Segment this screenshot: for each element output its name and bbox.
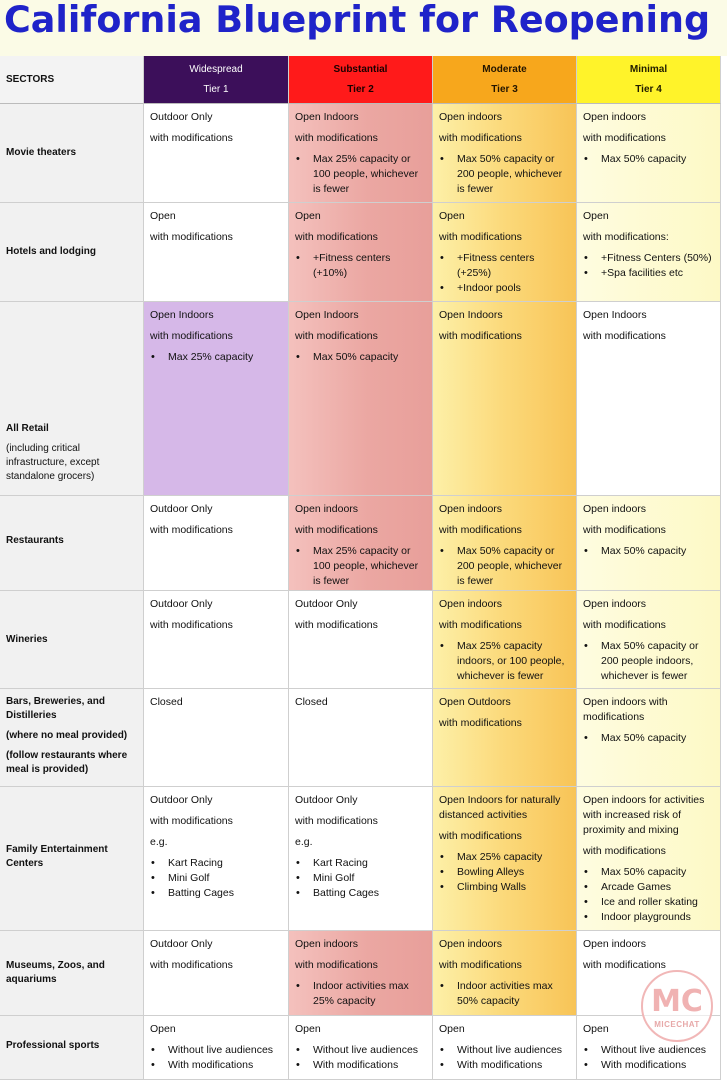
cell-line: Open Indoors bbox=[295, 111, 359, 123]
cell-line: Closed bbox=[295, 696, 328, 708]
cell-line: Outdoor Only bbox=[150, 503, 213, 515]
bullet-item: • Max 25% capacity or 100 people, whichever is fewer bbox=[313, 152, 426, 197]
cell-line: Open indoors bbox=[295, 503, 359, 515]
tier-1-cell bbox=[144, 496, 289, 591]
cell-text bbox=[150, 502, 282, 544]
bullet-list bbox=[150, 856, 282, 901]
table-row bbox=[0, 496, 724, 591]
sector-cell bbox=[0, 104, 144, 203]
cell-line: Open bbox=[150, 1023, 176, 1035]
title-banner bbox=[0, 0, 727, 56]
cell-line: Outdoor Only bbox=[150, 794, 213, 806]
header-tier-2 bbox=[289, 56, 433, 104]
tier-3-cell bbox=[433, 591, 577, 689]
cell-line: Outdoor Only bbox=[150, 111, 213, 123]
bullet-item: • With modifications bbox=[313, 1058, 426, 1073]
header-tier-4 bbox=[577, 56, 721, 104]
sectors-label: SECTORS bbox=[6, 74, 55, 85]
cell-text bbox=[439, 308, 570, 350]
tier-3-cell bbox=[433, 931, 577, 1016]
tier-2-cell bbox=[289, 1016, 433, 1080]
cell-text bbox=[150, 110, 282, 152]
page-title: California Blueprint for Reopening bbox=[4, 0, 711, 41]
cell-text bbox=[583, 110, 714, 167]
tier-1-cell bbox=[144, 689, 289, 787]
sector-label bbox=[6, 534, 136, 548]
cell-line: with modifications bbox=[150, 132, 233, 144]
tier-name: Moderate bbox=[482, 64, 527, 75]
cell-text bbox=[295, 502, 426, 589]
bullet-list bbox=[583, 639, 714, 684]
tier-4-cell bbox=[577, 591, 721, 689]
tier-4-cell bbox=[577, 496, 721, 591]
cell-line: Open indoors bbox=[583, 503, 647, 515]
bullet-list bbox=[295, 251, 426, 281]
tier-name: Minimal bbox=[629, 64, 668, 75]
bullet-item: • +Fitness centers (+25%) bbox=[457, 251, 570, 281]
bullet-item: • Kart Racing bbox=[313, 856, 426, 871]
bullet-item: • Batting Cages bbox=[168, 886, 282, 901]
bullet-item: • Max 25% capacity bbox=[457, 850, 570, 865]
table-row bbox=[0, 104, 724, 203]
bullet-item: • Max 50% capacity or 200 people, whichever is fewer bbox=[457, 544, 570, 589]
cell-line: Outdoor Only bbox=[150, 598, 213, 610]
cell-line: with modifications bbox=[295, 231, 378, 243]
cell-line: with modifications bbox=[150, 959, 233, 971]
bullet-list bbox=[583, 1043, 714, 1073]
cell-line: Open bbox=[439, 210, 465, 222]
tier-2-cell bbox=[289, 203, 433, 302]
cell-text bbox=[439, 502, 570, 589]
cell-line: with modifications bbox=[583, 845, 666, 857]
bullet-item: • Indoor activities max 25% capacity bbox=[313, 979, 426, 1009]
sector-label bbox=[6, 422, 136, 484]
sector-note: (where no meal provided) bbox=[6, 730, 128, 741]
cell-line: Open indoors bbox=[583, 111, 647, 123]
tier-1-cell bbox=[144, 787, 289, 931]
bullet-list bbox=[583, 544, 714, 559]
cell-text bbox=[150, 597, 282, 639]
cell-text bbox=[439, 695, 570, 737]
tier-3-cell bbox=[433, 1016, 577, 1080]
tier-number: Tier 2 bbox=[347, 84, 374, 95]
tier-4-cell bbox=[577, 203, 721, 302]
sector-cell bbox=[0, 787, 144, 931]
cell-line: with modifications bbox=[295, 524, 378, 536]
cell-line: with modifications bbox=[439, 524, 522, 536]
sector-cell bbox=[0, 496, 144, 591]
cell-text bbox=[295, 1022, 426, 1073]
sector-label bbox=[6, 843, 136, 871]
bullet-list bbox=[295, 979, 426, 1009]
cell-line: with modifications bbox=[583, 330, 666, 342]
cell-text bbox=[295, 209, 426, 281]
cell-line: Open Indoors bbox=[583, 309, 647, 321]
cell-text bbox=[439, 937, 570, 1009]
bullet-item: • Ice and roller skating bbox=[601, 895, 714, 910]
table-row bbox=[0, 689, 724, 787]
tier-name: Substantial bbox=[333, 64, 388, 75]
tier-1-cell bbox=[144, 302, 289, 496]
tier-2-cell bbox=[289, 591, 433, 689]
tier-2-cell bbox=[289, 104, 433, 203]
cell-line: with modifications bbox=[439, 132, 522, 144]
header-tier-1 bbox=[144, 56, 289, 104]
bullet-list bbox=[439, 850, 570, 895]
cell-text bbox=[583, 695, 714, 746]
bullet-item: • Indoor playgrounds bbox=[601, 910, 714, 925]
cell-line: e.g. bbox=[150, 836, 168, 848]
cell-line: Open indoors for activities with increased risk of proximity and mixing bbox=[583, 794, 705, 836]
sector-label bbox=[6, 146, 136, 160]
cell-text bbox=[583, 597, 714, 684]
sector-label bbox=[6, 1039, 136, 1053]
cell-text bbox=[150, 308, 282, 365]
cell-text bbox=[150, 209, 282, 251]
sector-label bbox=[6, 959, 136, 987]
tier-4-cell bbox=[577, 104, 721, 203]
cell-line: with modifications bbox=[150, 231, 233, 243]
bullet-list bbox=[439, 639, 570, 684]
cell-line: with modifications bbox=[439, 231, 522, 243]
cell-line: with modifications bbox=[295, 619, 378, 631]
sector-name: Restaurants bbox=[6, 535, 64, 546]
table-header bbox=[0, 56, 724, 104]
cell-line: with modifications bbox=[150, 815, 233, 827]
cell-line: Open indoors bbox=[439, 111, 503, 123]
cell-text bbox=[439, 1022, 570, 1073]
cell-text bbox=[295, 110, 426, 197]
cell-text bbox=[583, 937, 714, 979]
bullet-item: • Max 50% capacity bbox=[601, 544, 714, 559]
sector-note: (including critical infrastructure, except standalone grocers) bbox=[6, 443, 100, 482]
bullet-item: • Batting Cages bbox=[313, 886, 426, 901]
bullet-item: • Max 50% capacity or 200 people, whichever is fewer bbox=[457, 152, 570, 197]
cell-line: with modifications bbox=[583, 959, 666, 971]
tier-3-cell bbox=[433, 496, 577, 591]
tier-number: Tier 4 bbox=[635, 84, 662, 95]
tier-2-cell bbox=[289, 689, 433, 787]
cell-text bbox=[583, 308, 714, 350]
cell-line: with modifications bbox=[439, 717, 522, 729]
cell-line: Open Indoors bbox=[439, 309, 503, 321]
bullet-item: • Max 25% capacity bbox=[168, 350, 282, 365]
bullet-item: • Max 25% capacity indoors, or 100 people, whichever is fewer bbox=[457, 639, 570, 684]
bullet-item: • +Fitness Centers (50%) bbox=[601, 251, 714, 266]
cell-line: with modifications bbox=[583, 132, 666, 144]
cell-text bbox=[150, 937, 282, 979]
bullet-list bbox=[295, 856, 426, 901]
bullet-item: • Bowling Alleys bbox=[457, 865, 570, 880]
cell-line: with modifications bbox=[439, 830, 522, 842]
tier-4-cell bbox=[577, 302, 721, 496]
cell-line: Closed bbox=[150, 696, 183, 708]
cell-line: with modifications bbox=[150, 330, 233, 342]
sector-name: Wineries bbox=[6, 634, 48, 645]
cell-text bbox=[439, 209, 570, 296]
cell-line: Outdoor Only bbox=[295, 598, 358, 610]
cell-text bbox=[150, 1022, 282, 1073]
tier-1-cell bbox=[144, 591, 289, 689]
tier-4-cell bbox=[577, 689, 721, 787]
cell-line: with modifications bbox=[583, 619, 666, 631]
bullet-item: • With modifications bbox=[168, 1058, 282, 1073]
bullet-list bbox=[583, 731, 714, 746]
table-row bbox=[0, 787, 724, 931]
table-row bbox=[0, 203, 724, 302]
tier-number: Tier 3 bbox=[491, 84, 518, 95]
cell-line: with modifications: bbox=[583, 231, 669, 243]
bullet-list bbox=[439, 251, 570, 296]
bullet-item: • Max 50% capacity bbox=[313, 350, 426, 365]
bullet-list bbox=[150, 350, 282, 365]
cell-text bbox=[150, 695, 282, 716]
cell-line: with modifications bbox=[295, 815, 378, 827]
table-row bbox=[0, 302, 724, 496]
sector-cell bbox=[0, 1016, 144, 1080]
cell-text bbox=[583, 209, 714, 281]
tier-1-cell bbox=[144, 203, 289, 302]
cell-line: with modifications bbox=[583, 524, 666, 536]
cell-text bbox=[439, 793, 570, 895]
table-row bbox=[0, 1016, 724, 1080]
cell-text bbox=[295, 597, 426, 639]
cell-text bbox=[295, 308, 426, 365]
bullet-list bbox=[439, 1043, 570, 1073]
cell-line: with modifications bbox=[150, 619, 233, 631]
cell-line: Open bbox=[150, 210, 176, 222]
cell-line: with modifications bbox=[439, 330, 522, 342]
cell-line: Open bbox=[583, 1023, 609, 1035]
cell-text bbox=[295, 937, 426, 1009]
tier-3-cell bbox=[433, 302, 577, 496]
cell-line: Open indoors with modifications bbox=[583, 696, 668, 723]
logo-name: MICECHAT bbox=[654, 1020, 700, 1029]
bullet-list bbox=[150, 1043, 282, 1073]
sector-name: All Retail bbox=[6, 423, 49, 434]
sector-name: Movie theaters bbox=[6, 147, 77, 158]
tier-3-cell bbox=[433, 689, 577, 787]
bullet-item: • With modifications bbox=[457, 1058, 570, 1073]
bullet-item: • +Spa facilities etc bbox=[601, 266, 714, 281]
cell-line: Open Outdoors bbox=[439, 696, 511, 708]
cell-line: Open bbox=[583, 210, 609, 222]
bullet-item: • With modifications bbox=[601, 1058, 714, 1073]
bullet-list bbox=[439, 544, 570, 589]
cell-line: Open bbox=[439, 1023, 465, 1035]
cell-line: Outdoor Only bbox=[295, 794, 358, 806]
tier-2-cell bbox=[289, 787, 433, 931]
bullet-item: • Max 50% capacity or 200 people indoors, whichever is fewer bbox=[601, 639, 714, 684]
sector-label bbox=[6, 245, 136, 259]
cell-line: Open indoors bbox=[295, 938, 359, 950]
bullet-item: • Without live audiences bbox=[457, 1043, 570, 1058]
bullet-list bbox=[295, 350, 426, 365]
tier-number: Tier 1 bbox=[203, 84, 229, 95]
cell-line: Open Indoors bbox=[295, 309, 359, 321]
cell-text bbox=[583, 793, 714, 925]
bullet-item: • Without live audiences bbox=[313, 1043, 426, 1058]
cell-text bbox=[295, 793, 426, 901]
cell-text bbox=[439, 110, 570, 197]
sector-note: (follow restaurants where meal is provided) bbox=[6, 750, 128, 775]
cell-line: Open Indoors bbox=[150, 309, 214, 321]
bullet-list bbox=[295, 1043, 426, 1073]
cell-line: Open Indoors for naturally distanced activities bbox=[439, 794, 561, 821]
cell-text bbox=[150, 793, 282, 901]
tier-1-cell bbox=[144, 1016, 289, 1080]
sector-cell bbox=[0, 591, 144, 689]
tier-1-cell bbox=[144, 931, 289, 1016]
cell-line: Open bbox=[295, 210, 321, 222]
cell-line: Outdoor Only bbox=[150, 938, 213, 950]
sector-cell bbox=[0, 689, 144, 787]
cell-line: Open indoors bbox=[583, 598, 647, 610]
tier-2-cell bbox=[289, 302, 433, 496]
sector-name: Museums, Zoos, and aquariums bbox=[6, 960, 105, 985]
bullet-item: • Max 50% capacity bbox=[601, 152, 714, 167]
micechat-logo bbox=[641, 970, 713, 1042]
sector-label bbox=[6, 695, 136, 777]
cell-line: Open indoors bbox=[439, 938, 503, 950]
bullet-list bbox=[295, 152, 426, 197]
header-tier-3 bbox=[433, 56, 577, 104]
tier-2-cell bbox=[289, 931, 433, 1016]
cell-line: with modifications bbox=[295, 132, 378, 144]
header-sectors bbox=[0, 56, 144, 104]
bullet-list bbox=[583, 152, 714, 167]
bullet-item: • Without live audiences bbox=[601, 1043, 714, 1058]
tier-3-cell bbox=[433, 104, 577, 203]
tier-4-cell bbox=[577, 787, 721, 931]
bullet-item: • Indoor activities max 50% capacity bbox=[457, 979, 570, 1009]
sector-cell bbox=[0, 302, 144, 496]
bullet-item: • Kart Racing bbox=[168, 856, 282, 871]
bullet-item: • Max 25% capacity or 100 people, whichever is fewer bbox=[313, 544, 426, 589]
cell-line: Open bbox=[295, 1023, 321, 1035]
cell-line: with modifications bbox=[439, 619, 522, 631]
table-row bbox=[0, 591, 724, 689]
bullet-item: • Climbing Walls bbox=[457, 880, 570, 895]
bullet-list bbox=[439, 979, 570, 1009]
cell-line: with modifications bbox=[295, 959, 378, 971]
cell-text bbox=[583, 502, 714, 559]
cell-line: Open indoors bbox=[439, 503, 503, 515]
cell-line: with modifications bbox=[439, 959, 522, 971]
bullet-item: • Arcade Games bbox=[601, 880, 714, 895]
sector-name: Family Entertainment Centers bbox=[6, 844, 108, 869]
tier-3-cell bbox=[433, 203, 577, 302]
bullet-item: • Without live audiences bbox=[168, 1043, 282, 1058]
sector-name: Hotels and lodging bbox=[6, 246, 96, 257]
bullet-item: • Mini Golf bbox=[313, 871, 426, 886]
cell-line: with modifications bbox=[295, 330, 378, 342]
bullet-item: • +Fitness centers (+10%) bbox=[313, 251, 426, 281]
bullet-list bbox=[583, 865, 714, 925]
bullet-item: • +Indoor pools bbox=[457, 281, 570, 296]
sector-name: Bars, Breweries, and Distilleries bbox=[6, 696, 105, 721]
bullet-item: • Max 50% capacity bbox=[601, 731, 714, 746]
sector-cell bbox=[0, 931, 144, 1016]
cell-line: Open indoors bbox=[583, 938, 647, 950]
tier-2-cell bbox=[289, 496, 433, 591]
bullet-list bbox=[583, 251, 714, 281]
cell-line: with modifications bbox=[150, 524, 233, 536]
cell-text bbox=[295, 695, 426, 716]
cell-line: e.g. bbox=[295, 836, 313, 848]
logo-initials: MC bbox=[651, 984, 703, 1019]
bullet-list bbox=[295, 544, 426, 589]
sector-name: Professional sports bbox=[6, 1040, 100, 1051]
cell-line: Open indoors bbox=[439, 598, 503, 610]
sector-label bbox=[6, 633, 136, 647]
cell-text bbox=[439, 597, 570, 684]
tier-1-cell bbox=[144, 104, 289, 203]
sector-cell bbox=[0, 203, 144, 302]
bullet-list bbox=[439, 152, 570, 197]
tier-name: Widespread bbox=[189, 64, 243, 75]
tier-3-cell bbox=[433, 787, 577, 931]
bullet-item: • Max 50% capacity bbox=[601, 865, 714, 880]
bullet-item: • Mini Golf bbox=[168, 871, 282, 886]
table-row bbox=[0, 931, 724, 1016]
